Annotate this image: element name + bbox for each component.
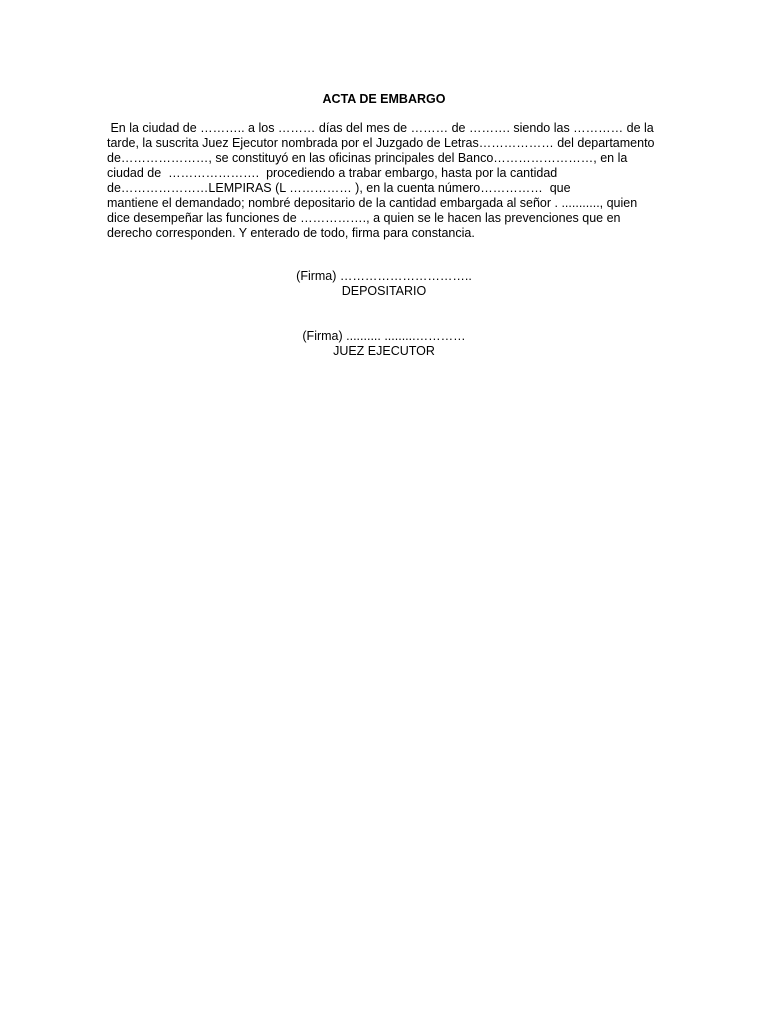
body-line: En la ciudad de ……….. a los ……… días del mes de ……… de ………. siendo las ………… de la [107,121,654,135]
body-line: mantiene el demandado; nombré depositario de la cantidad embargada al señor . ..........., quien [107,196,638,210]
body-line: dice desempeñar las funciones de ……………., a quien se le hacen las prevenciones que en [107,211,621,225]
document-body [107,121,662,241]
body-line: derecho corresponden. Y enterado de todo, firma para constancia. [107,226,475,240]
body-line: ciudad de …………………. procediendo a trabar embargo, hasta por la cantidad [107,166,558,180]
signature-block-depositario [0,269,768,299]
signature-block-juez [0,329,768,359]
body-line: tarde, la suscrita Juez Ejecutor nombrada por el Juzgado de Letras……………… del departamento [107,136,655,150]
body-line: de…………………LEMPIRAS (L …………… ), en la cuenta número…………… que [107,181,571,195]
signature-role: DEPOSITARIO [341,284,427,298]
document-title: ACTA DE EMBARGO [322,92,446,106]
signature-line: (Firma) .......... .........………… [302,329,466,343]
signature-line: (Firma) ………………………….. [296,269,472,283]
signature-role: JUEZ EJECUTOR [333,344,435,358]
body-line: de…………………, se constituyó en las oficinas principales del Banco……………………, en la [107,151,628,165]
